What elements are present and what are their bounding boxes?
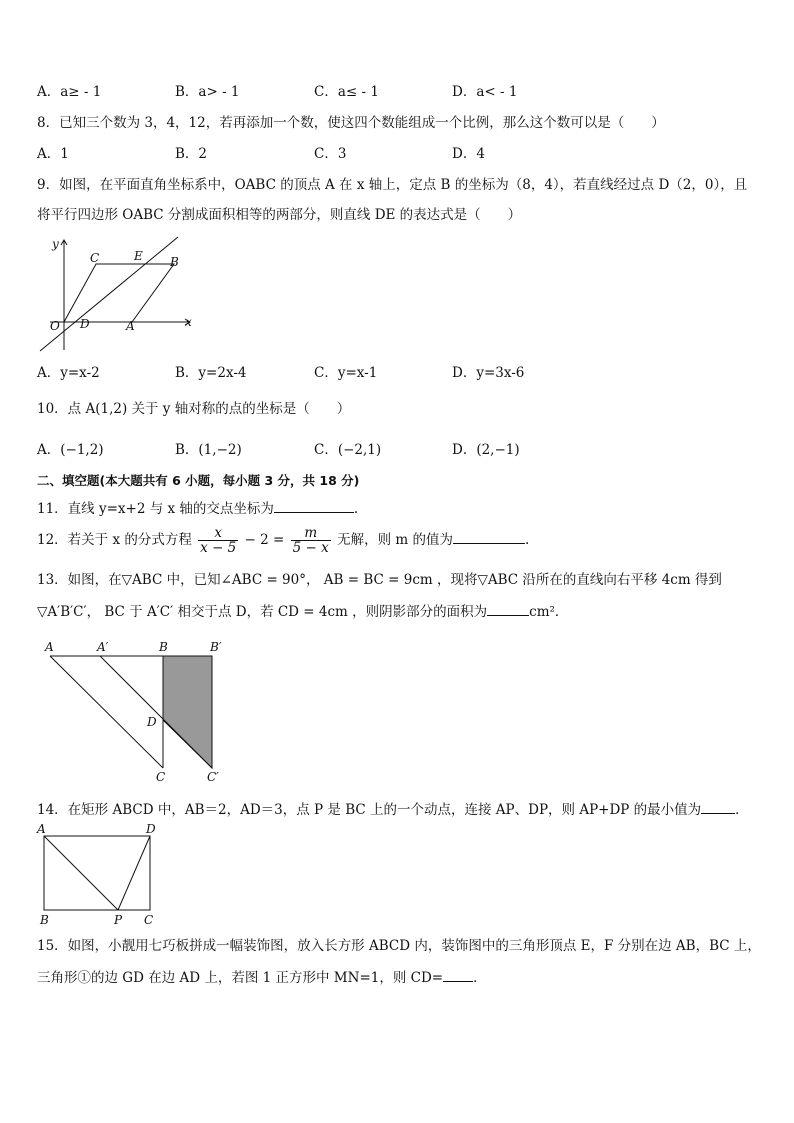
q13-label-c: C: [156, 770, 166, 784]
q9-stem-line2: 将平行四边形 OABC 分割成面积相等的两部分，则直线 DE 的表达式是（ ）: [37, 207, 522, 223]
q13-unit: cm²．: [529, 604, 569, 620]
q13-label-d: D: [147, 715, 157, 729]
q7-option-d: D．a< - 1: [452, 84, 518, 100]
q11-line: [37, 498, 358, 519]
q13-answer-blank[interactable]: [487, 601, 529, 616]
q10-option-a: A．(−1,2): [37, 442, 104, 458]
q14-ap: [44, 836, 118, 910]
q13-label-c1: C′: [207, 770, 219, 784]
q12-frac2-num: m: [304, 525, 318, 541]
q14-label-d: D: [146, 822, 156, 836]
q13-ac: [50, 656, 163, 768]
q12-middle: − 2 =: [244, 532, 285, 548]
q13-line1: 13．如图，在▽ABC 中，已知∠ABC = 90°， AB = BC = 9cm ，现将▽ABC 沿所在的直线向右平移 4cm 得到: [37, 572, 722, 588]
q9-option-b: B．y=2x-4: [175, 365, 247, 381]
section-heading: 二、填空题(本大题共有 6 小题，每小题 3 分，共 18 分): [37, 473, 360, 488]
q10-stem: 10．点 A(1,2) 关于 y 轴对称的点的坐标是（ ）: [37, 401, 351, 417]
q12-frac2-den: 5 − x: [292, 540, 329, 556]
q12-frac1-num: x: [214, 525, 223, 541]
q7-option-b: B．a> - 1: [175, 84, 240, 100]
q13-shaded-region: [163, 656, 212, 768]
q12-prefix: 12．若关于 x 的分式方程: [37, 532, 192, 548]
q12-fraction-1: [198, 526, 238, 555]
q7-option-c: C．a≤ - 1: [314, 84, 379, 100]
q15-line2-wrap: [37, 967, 487, 988]
q9-option-c: C．y=x-1: [314, 365, 378, 381]
q12-answer-blank[interactable]: [453, 529, 525, 544]
q11-end: .: [353, 501, 359, 517]
q15-line2: 三角形①的边 GD 在边 AD 上，若图 1 正方形中 MN=1，则 CD=: [37, 970, 444, 986]
q13-label-b1: B′: [210, 640, 222, 654]
q13-figure: [40, 638, 240, 784]
q14-stem: 14．在矩形 ABCD 中，AB＝2，AD＝3，点 P 是 BC 上的一个动点，连接 AP、DP，则 AP+DP 的最小值为: [37, 802, 702, 818]
q9-figure: [30, 232, 200, 356]
q8-stem: 8．已知三个数为 3，4，12，若再添加一个数，使这四个数能组成一个比例，那么这个数可以是（ ）: [37, 115, 665, 131]
q12-suffix: 无解，则 m 的值为: [337, 532, 453, 548]
q9-option-a: A．y=x-2: [37, 365, 100, 381]
q13-label-a: A: [45, 640, 54, 654]
q9-parallelogram: [64, 264, 174, 322]
q10-option-d: D．(2,−1): [452, 442, 520, 458]
q14-label-c: C: [144, 913, 154, 927]
q9-line-de: [40, 237, 178, 351]
q14-label-p: P: [114, 913, 123, 927]
q14-end: ．: [735, 802, 749, 818]
q15-line1: 15．如图，小靓用七巧板拼成一幅装饰图，放入长方形 ABCD 内，装饰图中的三角形顶点 E，F 分别在边 AB，BC 上，: [37, 938, 761, 954]
q13-label-b: B: [159, 640, 168, 654]
q9-label-c: C: [90, 251, 100, 265]
q12-line: [37, 524, 529, 556]
q9-stem-line1: 9．如图，在平面直角坐标系中，OABC 的顶点 A 在 x 轴上，定点 B 的坐标为（8，4），若直线经过点 D（2，0），且: [37, 177, 748, 193]
q13-label-a1: A′: [97, 640, 109, 654]
q12-frac1-den: x − 5: [200, 540, 237, 556]
q9-label-e: E: [134, 249, 143, 263]
q15-answer-blank[interactable]: [443, 967, 473, 982]
q10-option-c: C．(−2,1): [314, 442, 382, 458]
q13-line2: ▽A′B′C′， BC 于 A′C′ 相交于点 D，若 CD = 4cm ，则阴影部分的面积为: [37, 604, 488, 620]
q9-label-x: x: [185, 315, 192, 329]
q10-option-b: B．(1,−2): [175, 442, 242, 458]
q9-label-b: B: [170, 255, 179, 269]
q14-dp: [118, 836, 150, 910]
q11-answer-blank[interactable]: [274, 498, 354, 513]
q9-option-d: D．y=3x-6: [452, 365, 525, 381]
q12-end: .: [524, 532, 530, 548]
q7-option-a: A．a≥ - 1: [37, 84, 102, 100]
q8-option-c: C．3: [314, 146, 347, 162]
q8-option-a: A．1: [37, 146, 69, 162]
q12-fraction-2: [291, 526, 331, 555]
q9-label-d: D: [80, 317, 90, 331]
q14-label-a: A: [37, 822, 46, 836]
q14-answer-blank[interactable]: [701, 799, 735, 814]
q14-figure: [34, 820, 164, 928]
q13-line2-wrap: [37, 601, 568, 622]
q8-option-d: D．4: [452, 146, 485, 162]
q15-end: ．: [473, 970, 487, 986]
q14-line: [37, 799, 749, 820]
q8-option-b: B．2: [175, 146, 208, 162]
q9-label-a: A: [126, 319, 135, 333]
q9-label-y: y: [52, 237, 59, 251]
q11-stem: 11．直线 y=x+2 与 x 轴的交点坐标为: [37, 501, 274, 517]
q14-label-b: B: [40, 913, 49, 927]
q9-label-o: O: [50, 319, 60, 333]
